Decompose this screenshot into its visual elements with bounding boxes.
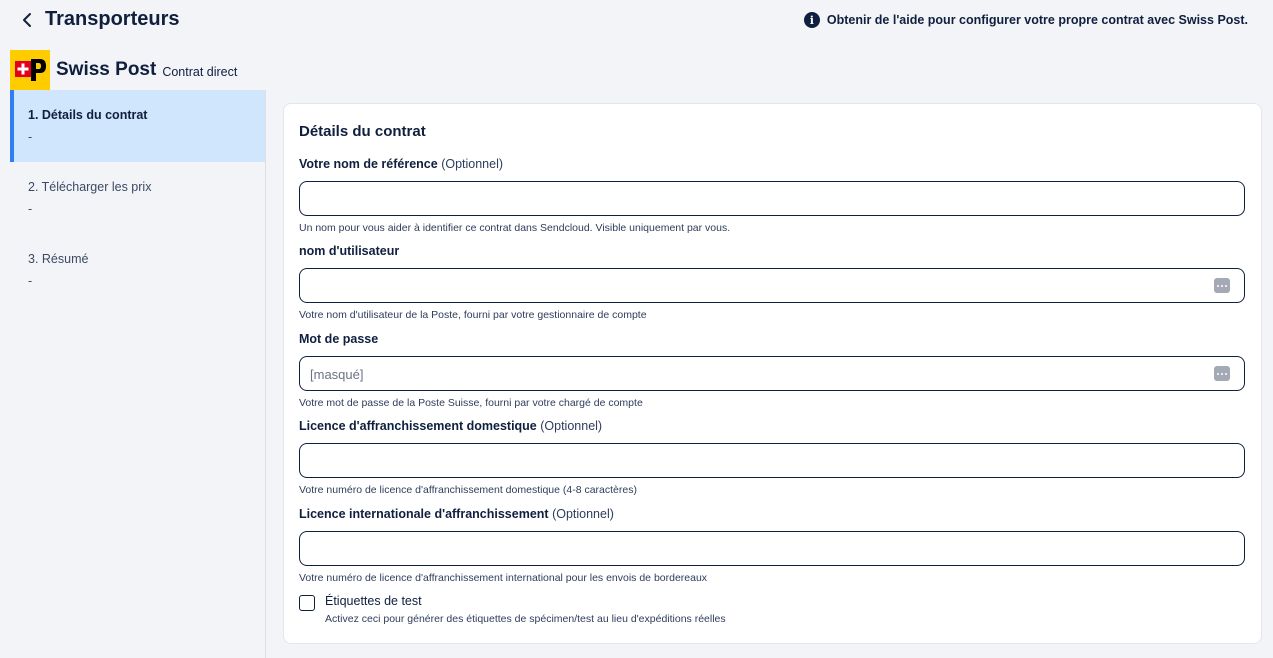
password-input[interactable] <box>299 356 1245 391</box>
password-manager-icon[interactable] <box>1214 366 1230 381</box>
carrier-header <box>10 50 237 90</box>
card-title: Détails du contrat <box>299 123 426 140</box>
carrier-subtitle: Contrat direct <box>162 65 238 79</box>
domestic-license-field <box>299 419 1246 496</box>
test-labels-option <box>299 594 726 625</box>
international-license-field <box>299 507 1246 584</box>
test-labels-checkbox[interactable] <box>299 595 315 611</box>
field-help: Votre numéro de licence d'affranchissement domestique (4-8 caractères) <box>299 484 637 496</box>
carrier-name: Swiss Post <box>56 59 157 80</box>
test-labels-help: Activez ceci pour générer des étiquettes de spécimen/test au lieu d'expéditions réelles <box>325 613 726 625</box>
username-input[interactable] <box>299 268 1245 303</box>
page-title: Transporteurs <box>45 8 180 30</box>
field-help: Votre mot de passe de la Poste Suisse, fourni par votre chargé de compte <box>299 397 643 409</box>
steps-sidebar <box>10 90 266 658</box>
input-value: [masqué] <box>310 367 364 382</box>
swiss-post-logo <box>10 50 50 90</box>
step-summary[interactable] <box>10 234 265 306</box>
step-title: 3. Résumé <box>28 252 89 266</box>
field-help: Votre numéro de licence d'affranchissement international pour les envois de bordereaux <box>299 572 708 584</box>
password-manager-icon[interactable] <box>1214 278 1230 293</box>
step-upload-prices[interactable] <box>10 162 265 234</box>
field-label: Licence internationale d'affranchissement (Optionnel) <box>299 507 614 521</box>
step-title: 2. Télécharger les prix <box>28 180 152 194</box>
field-help: Un nom pour vous aider à identifier ce contrat dans Sendcloud. Visible uniquement par vous. <box>299 222 731 234</box>
help-link-label: Obtenir de l'aide pour configurer votre propre contrat avec Swiss Post. <box>826 13 1248 27</box>
field-label: nom d'utilisateur <box>299 244 400 258</box>
step-status: - <box>28 202 33 216</box>
field-label: Licence d'affranchissement domestique (Optionnel) <box>299 419 603 433</box>
step-title: 1. Détails du contrat <box>28 108 148 122</box>
field-help: Votre nom d'utilisateur de la Poste, fourni par votre gestionnaire de compte <box>299 309 647 321</box>
reference-name-input[interactable] <box>299 181 1245 216</box>
chevron-left-icon <box>22 12 32 28</box>
step-status: - <box>28 274 33 288</box>
test-labels-label[interactable]: Étiquettes de test <box>325 594 422 608</box>
password-field <box>299 332 1246 409</box>
contract-details-card <box>283 103 1262 644</box>
header <box>0 0 1273 40</box>
info-icon: i <box>804 12 820 28</box>
step-contract-details[interactable] <box>10 90 265 162</box>
step-status: - <box>28 130 33 144</box>
domestic-license-input[interactable] <box>299 443 1245 478</box>
help-link[interactable] <box>804 12 1248 28</box>
field-label: Votre nom de référence (Optionnel) <box>299 157 504 171</box>
back-button[interactable] <box>18 10 36 30</box>
field-label: Mot de passe <box>299 332 379 346</box>
international-license-input[interactable] <box>299 531 1245 566</box>
username-field <box>299 244 1246 321</box>
reference-name-field <box>299 157 1246 234</box>
